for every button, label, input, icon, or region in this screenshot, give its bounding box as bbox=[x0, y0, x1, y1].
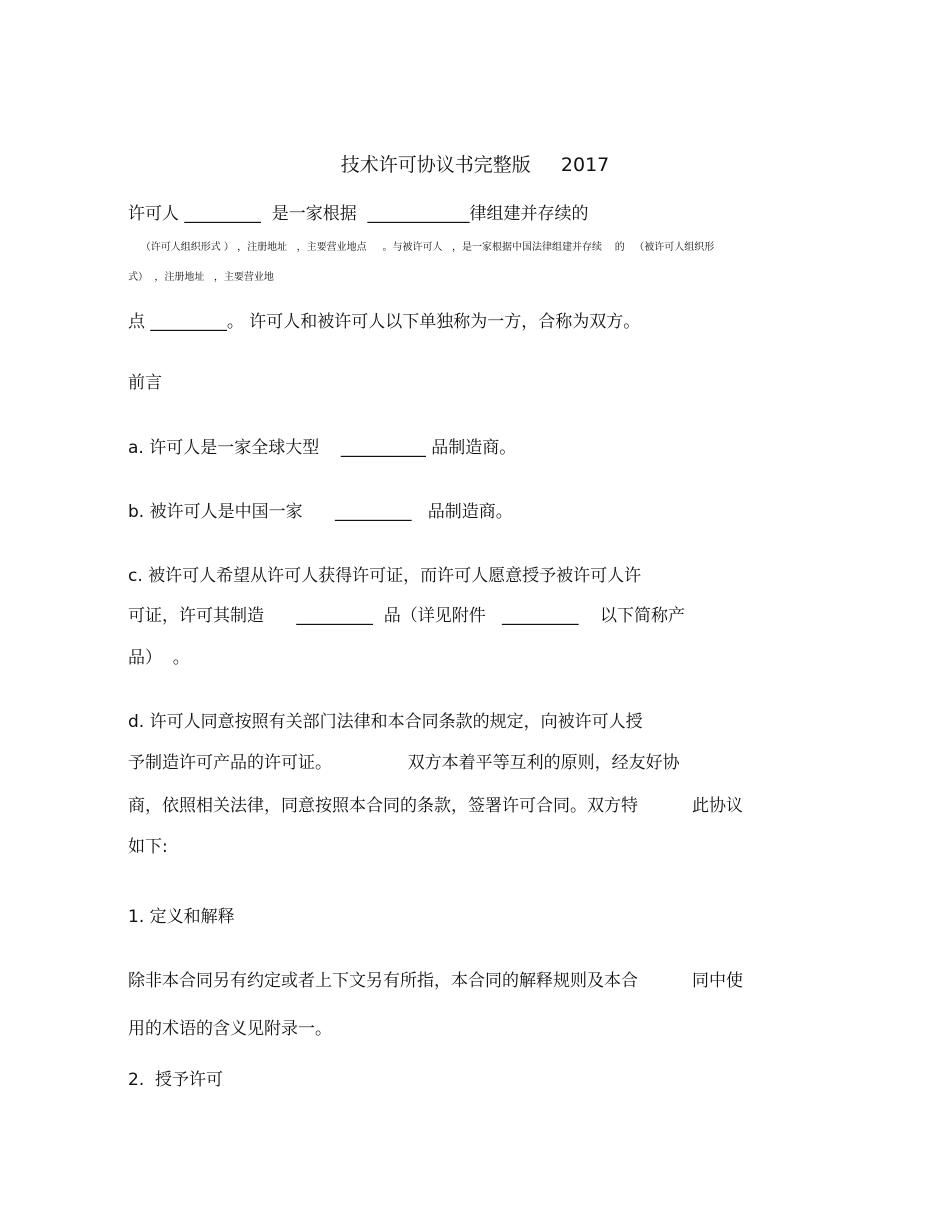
section-1-heading: 1. 定义和解释 bbox=[128, 907, 235, 927]
intro-line-1: 许可人 _________ 是一家根据 ____________律组建并存续的 bbox=[128, 204, 589, 224]
preface-heading: 前言 bbox=[128, 373, 162, 393]
intro-line-3: 式） ，注册地址 ，主要营业地 bbox=[128, 272, 274, 283]
section-1-line-2: 用的术语的含义见附录一。 bbox=[128, 1019, 332, 1039]
item-d-line-1: d. 许可人同意按照有关部门法律和本合同条款的规定，向被许可人授 bbox=[128, 712, 643, 732]
item-c-line-3: 品） 。 bbox=[128, 648, 190, 668]
section-1-line-1: 除非本合同另有约定或者上下文另有所指，本合同的解释规则及本合 同中使 bbox=[128, 971, 744, 991]
item-a: a. 许可人是一家全球大型 __________ 品制造商。 bbox=[128, 438, 517, 458]
document-title: 技术许可协议书完整版 2017 bbox=[340, 154, 610, 176]
item-c-line-1: c. 被许可人希望从许可人获得许可证，而许可人愿意授予被许可人许 bbox=[128, 566, 642, 586]
item-b: b. 被许可人是中国一家 _________ 品制造商。 bbox=[128, 502, 513, 522]
intro-line-4: 点 _________。 许可人和被许可人以下单独称为一方，合称为双方。 bbox=[128, 312, 641, 332]
item-c-line-2: 可证，许可其制造 _________ 品（详见附件 _________ 以下简称产 bbox=[128, 606, 686, 626]
item-d-line-4: 如下: bbox=[128, 837, 168, 857]
section-2-heading: 2. 授予许可 bbox=[128, 1070, 224, 1090]
intro-line-2: （许可人组织形式 ） ，注册地址 ，主要营业地点 。与被许可人 ，是一家根据中国法律组建并存续 的 （被许可人组织形 bbox=[128, 242, 715, 253]
item-d-line-3: 商，依照相关法律，同意按照本合同的条款，签署许可合同。双方特 此协议 bbox=[128, 796, 744, 816]
item-d-line-2: 予制造许可产品的许可证。 双方本着平等互利的原则，经友好协 bbox=[128, 753, 680, 773]
